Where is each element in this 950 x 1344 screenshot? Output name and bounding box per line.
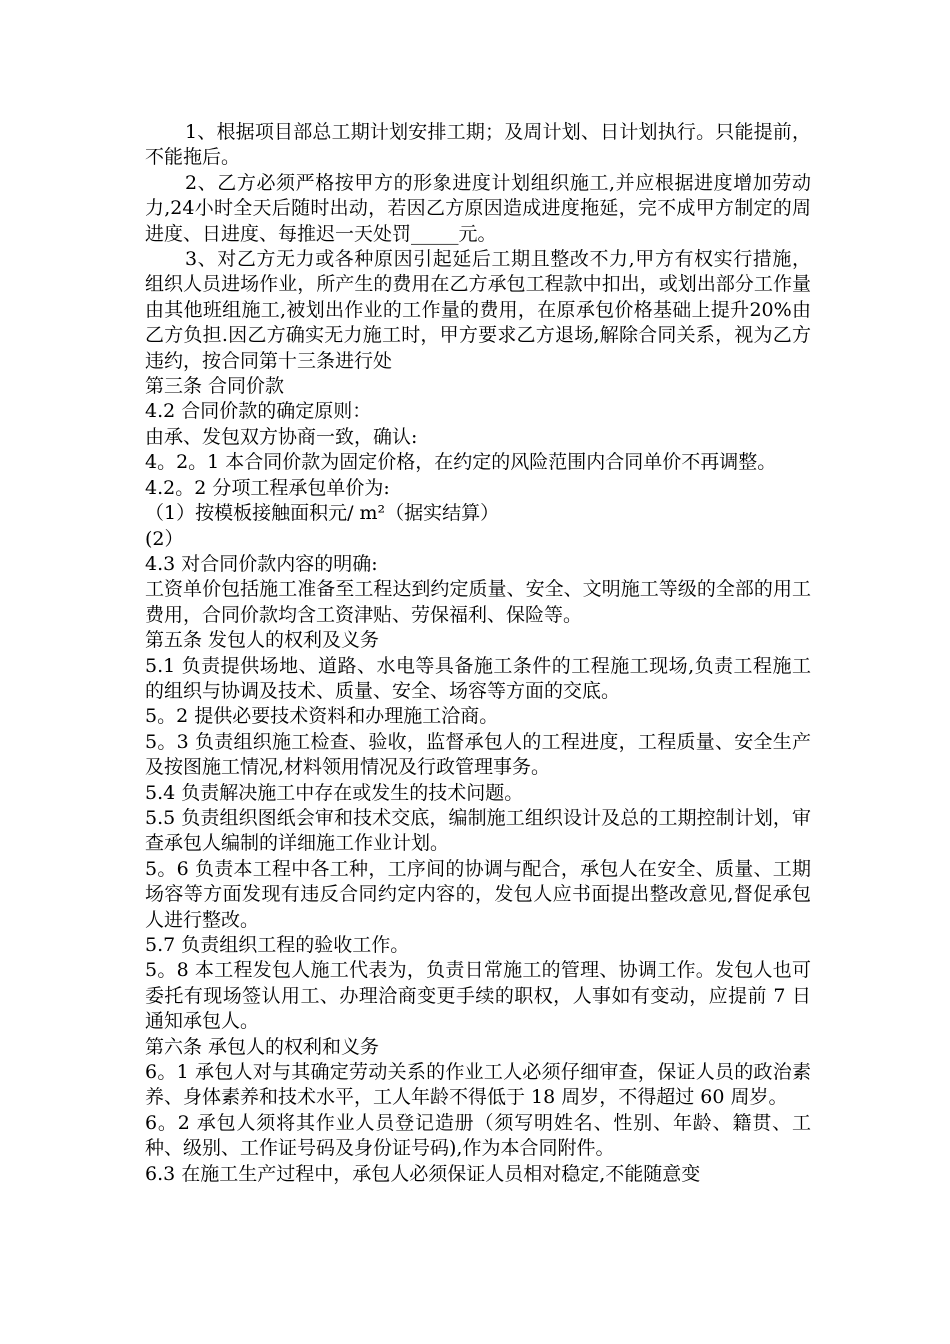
clause-4-2-intro: 由承、发包双方协商一致，确认: [145,425,418,448]
clause-4-2: 4.2 合同价款的确定原则： [145,400,372,423]
clause-4-2-2-item-2: (2） [145,527,184,550]
clause-4-3: 4.3 对合同价款内容的明确: [145,552,378,575]
clause-schedule-1: 1、根据项目部总工期计划安排工期；及周计划、日计划执行。只能提前，不能拖后。 [145,121,811,169]
clause-5-1: 5.1 负责提供场地、道路、水电等具备施工条件的工程施工现场,负责工程施工的组织与协调及技术、质量、安全、场容等方面的交底。 [145,654,811,702]
clause-5-8: 5。8 本工程发包人施工代表为，负责日常施工的管理、协调工作。发包人也可委托有现场签认用工、办理洽商变更手续的职权，人事如有变动，应提前 7 日通知承包人。 [145,959,811,1033]
clause-6-2: 6。2 承包人须将其作业人员登记造册（须写明姓名、性别、年龄、籍贯、工种、级别、工作证号码及身份证号码),作为本合同附件。 [145,1111,811,1160]
clause-5-6: 5。6 负责本工程中各工种，工序间的协调与配合，承包人在安全、质量、工期场容等方面发现有违反合同约定内容的，发包人应书面提出整改意见,督促承包人进行整改。 [145,857,811,931]
clause-4-2-2: 4.2。2 分项工程承包单价为: [145,476,390,499]
clause-schedule-3: 3、对乙方无力或各种原因引起延后工期且整改不力,甲方有权实行措施，组织人员进场作业，所产生的费用在乙方承包工程款中扣出，或划出部分工作量由其他班组施工,被划出作业的工作量的费用，在原承包价格基础上提升20%由乙方负担.因乙方确实无力施工时，甲方要求乙方退场,解除合同关系，视为乙方违约，按合同第十三条进行处 [145,248,811,372]
section-heading-contractor-rights: 第六条 承包人的权利和义务 [145,1035,380,1058]
clause-6-1: 6。1 承包人对与其确定劳动关系的作业工人必须仔细审查，保证人员的政治素养、身体素养和技术水平，工人年龄不得低于 18 周岁，不得超过 60 周岁。 [145,1061,811,1109]
clause-4-3-body: 工资单价包括施工准备至工程达到约定质量、安全、文明施工等级的全部的用工费用，合同价款均含工资津贴、劳保福利、保险等。 [145,578,811,626]
clause-5-5: 5.5 负责组织图纸会审和技术交底，编制施工组织设计及总的工期控制计划，审查承包人编制的详细施工作业计划。 [145,806,811,855]
section-heading-contract-price: 第三条 合同价款 [145,375,285,398]
document-page [145,120,811,1187]
clause-6-3: 6.3 在施工生产过程中，承包人必须保证人员相对稳定,不能随意变 [145,1162,701,1185]
clause-5-4: 5.4 负责解决施工中存在或发生的技术问题。 [145,781,524,804]
clause-5-7: 5.7 负责组织工程的验收工作。 [145,934,410,956]
clause-schedule-2: 2、乙方必须严格按甲方的形象进度计划组织施工,并应根据进度增加劳动力,24小时全天后随时出动，若因乙方原因造成进度拖延，完不成甲方制定的周进度、日进度、每推迟一天处罚_____元。 [145,171,811,245]
clause-5-2: 5。2 提供必要技术资料和办理施工洽商。 [145,705,499,728]
clause-4-2-1: 4。2。1 本合同价款为固定价格，在约定的风险范围内合同单价不再调整。 [145,451,777,474]
clause-4-2-2-item-1: （1）按模板接触面积元/ m²（据实结算） [145,502,500,525]
clause-5-3: 5。3 负责组织施工检查、验收，监督承包人的工程进度，工程质量、安全生产及按图施工情况,材料领用情况及行政管理事务。 [145,730,811,779]
section-heading-employer-rights: 第五条 发包人的权利及义务 [145,629,380,652]
